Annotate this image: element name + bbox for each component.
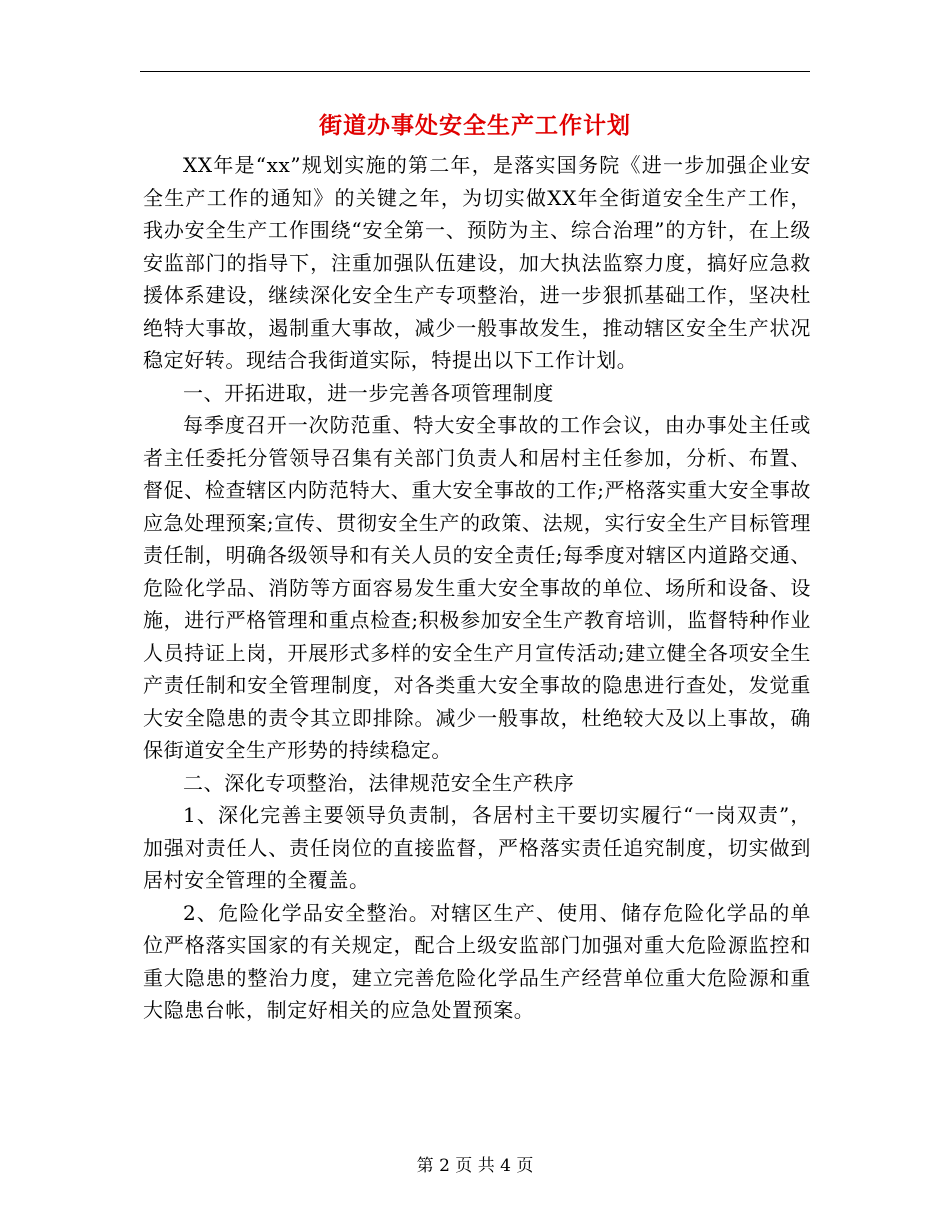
section-1-paragraph: 每季度召开一次防范重、特大安全事故的工作会议，由办事处主任或者主任委托分管领导召集有关部门负责人和居村主任参加，分析、布置、督促、检查辖区内防范特大、重大安全事故的工作;严格落实重大安全事故应急处理预案;宣传、贯彻安全生产的政策、法规，实行安全生产目标管理责任制，明确各级领导和有关人员的安全责任;每季度对辖区内道路交通、危险化学品、消防等方面容易发生重大安全事故的单位、场所和设备、设施，进行严格管理和重点检查;积极参加安全生产教育培训，监督特种作业人员持证上岗，开展形式多样的安全生产月宣传活动;建立健全各项安全生产责任制和安全管理制度，对各类重大安全事故的隐患进行查处，发觉重大安全隐患的责令其立即排除。减少一般事故，杜绝较大及以上事故，确保街道安全生产形势的持续稳定。 (143, 413, 811, 762)
section-heading-2: 二、深化专项整治，法律规范安全生产秩序 (183, 770, 575, 795)
document-body (143, 149, 811, 1027)
section-2-item-1: 1、深化完善主要领导负责制，各居村主干要切实履行“一岗双责”，加强对责任人、责任岗位的直接监督，严格落实责任追究制度，切实做到居村安全管理的全覆盖。 (143, 803, 811, 892)
intro-paragraph: XX年是“xx”规划实施的第二年，是落实国务院《进一步加强企业安全生产工作的通知》的关键之年，为切实做XX年全街道安全生产工作，我办安全生产工作围绕“安全第一、预防为主、综合治理”的方针，在上级安监部门的指导下，注重加强队伍建设，加大执法监察力度，搞好应急救援体系建设，继续深化安全生产专项整治，进一步狠抓基础工作，坚决杜绝特大事故，遏制重大事故，减少一般事故发生，推动辖区安全生产状况稳定好转。现结合我街道实际，特提出以下工作计划。 (143, 153, 811, 372)
document-title: 街道办事处安全生产工作计划 (319, 112, 631, 139)
header-rule (140, 71, 810, 72)
page-number-label: 第 2 页 共 4 页 (416, 1156, 534, 1176)
page-footer (140, 1154, 810, 1178)
section-heading-1: 一、开拓进取，进一步完善各项管理制度 (183, 380, 554, 405)
section-2-item-2: 2、危险化学品安全整治。对辖区生产、使用、储存危险化学品的单位严格落实国家的有关规定，配合上级安监部门加强对重大危险源监控和重大隐患的整治力度，建立完善危险化学品生产经营单位重大危险源和重大隐患台帐，制定好相关的应急处置预案。 (143, 900, 811, 1022)
